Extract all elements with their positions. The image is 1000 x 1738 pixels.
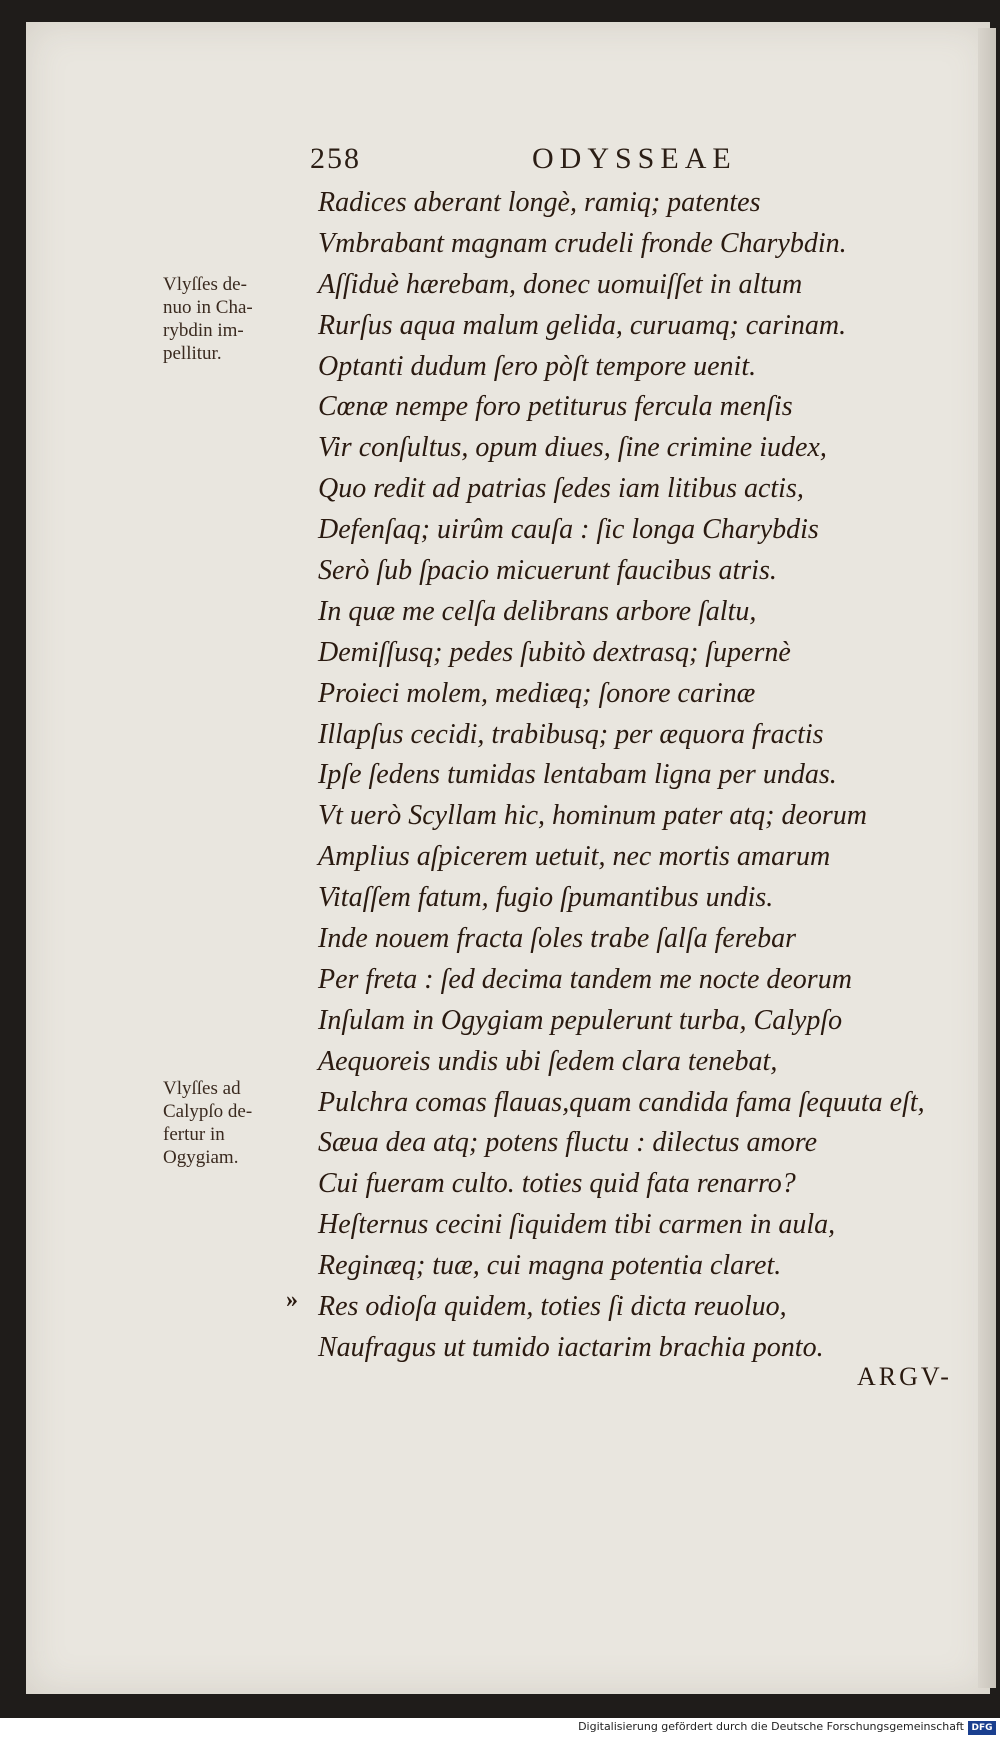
verse-line: Vitaſſem fatum, fugio ſpumantibus undis. — [318, 882, 774, 914]
verse-line: In quæ me celſa delibrans arbore ſaltu, — [318, 595, 757, 627]
verse-line: Res odioſa quidem, toties ſi dicta reuoluo, — [318, 1291, 787, 1323]
marginal-note-line: Ogygiam. — [163, 1147, 239, 1168]
quotation-mark: » — [286, 1287, 298, 1313]
marginal-note-line: rybdin im- — [163, 320, 244, 341]
catchword: ARGV- — [857, 1362, 952, 1391]
verse-line: Vmbrabant magnam crudeli fronde Charybdin. — [318, 227, 847, 259]
verse-line: Naufragus ut tumido iactarim brachia ponto. — [318, 1331, 824, 1363]
page-edge — [978, 28, 996, 1688]
dfg-logo-icon: DFG — [968, 1721, 996, 1735]
funding-credit: Digitalisierung gefördert durch die Deutsche Forschungsgemeinschaft — [578, 1720, 964, 1733]
verse-line: Optanti dudum ſero pòſt tempore uenit. — [318, 350, 757, 382]
page-number: 258 — [310, 142, 361, 175]
verse-line: Demiſſusq; pedes ſubitò dextrasq; ſupernè — [318, 636, 791, 668]
marginal-note-line: pellitur. — [163, 343, 222, 364]
verse-block — [318, 183, 978, 1369]
marginal-note-line: Calypſo de- — [163, 1101, 253, 1122]
marginal-note-line: Vlyſſes ad — [163, 1078, 241, 1099]
verse-line: Sæua dea atq; potens fluctu : dilectus amore — [318, 1127, 817, 1159]
verse-line: Quo redit ad patrias ſedes iam litibus actis, — [318, 473, 804, 505]
running-head: ODYSSEAE — [532, 142, 737, 175]
verse-line: Vir conſultus, opum diues, ſine crimine iudex, — [318, 432, 827, 464]
verse-line: Inſulam in Ogygiam pepulerunt turba, Calypſo — [318, 1004, 843, 1036]
marginal-note-line: Vlyſſes de- — [163, 274, 247, 295]
marginal-note-line: fertur in — [163, 1124, 225, 1145]
verse-line: Per freta : ſed decima tandem me nocte deorum — [318, 963, 852, 995]
verse-line: Rurſus aqua malum gelida, curuamq; carinam. — [318, 309, 847, 341]
marginal-note — [163, 1077, 298, 1169]
marginal-note — [163, 273, 298, 365]
verse-line: Heſternus cecini ſiquidem tibi carmen in aula, — [318, 1209, 836, 1241]
verse-line: Amplius aſpicerem uetuit, nec mortis amarum — [318, 841, 831, 873]
verse-line: Aequoreis undis ubi ſedem clara tenebat, — [318, 1045, 778, 1077]
verse-line: Cui fueram culto. toties quid fata renarro? — [318, 1168, 796, 1200]
verse-line: Radices aberant longè, ramiq; patentes — [318, 187, 761, 218]
verse-line: Cœnæ nempe foro petiturus fercula menſis — [318, 391, 793, 423]
verse-line: Defenſaq; uirûm cauſa : ſic longa Charybdis — [318, 514, 819, 546]
verse-line: Aſſiduè hærebam, donec uomuiſſet in altum — [318, 268, 803, 300]
verse-line: Inde nouem fracta ſoles trabe ſalſa ferebar — [318, 923, 796, 955]
verse-line: Proieci molem, mediæq; ſonore carinæ — [318, 677, 756, 709]
page-header — [310, 142, 870, 182]
marginal-note-line: nuo in Cha- — [163, 297, 253, 318]
verse-line: Serò ſub ſpacio micuerunt faucibus atris. — [318, 555, 777, 587]
verse-line: Reginæq; tuæ, cui magna potentia claret. — [318, 1250, 782, 1282]
verse-line: Pulchra comas flauas,quam candida fama ſequuta eſt, — [318, 1086, 925, 1118]
verse-line: Vt uerò Scyllam hic, hominum pater atq; deorum — [318, 800, 868, 832]
verse-line: Illapſus cecidi, trabibusq; per æquora fractis — [318, 718, 824, 750]
verse-line: Ipſe ſedens tumidas lentabam ligna per undas. — [318, 759, 837, 791]
